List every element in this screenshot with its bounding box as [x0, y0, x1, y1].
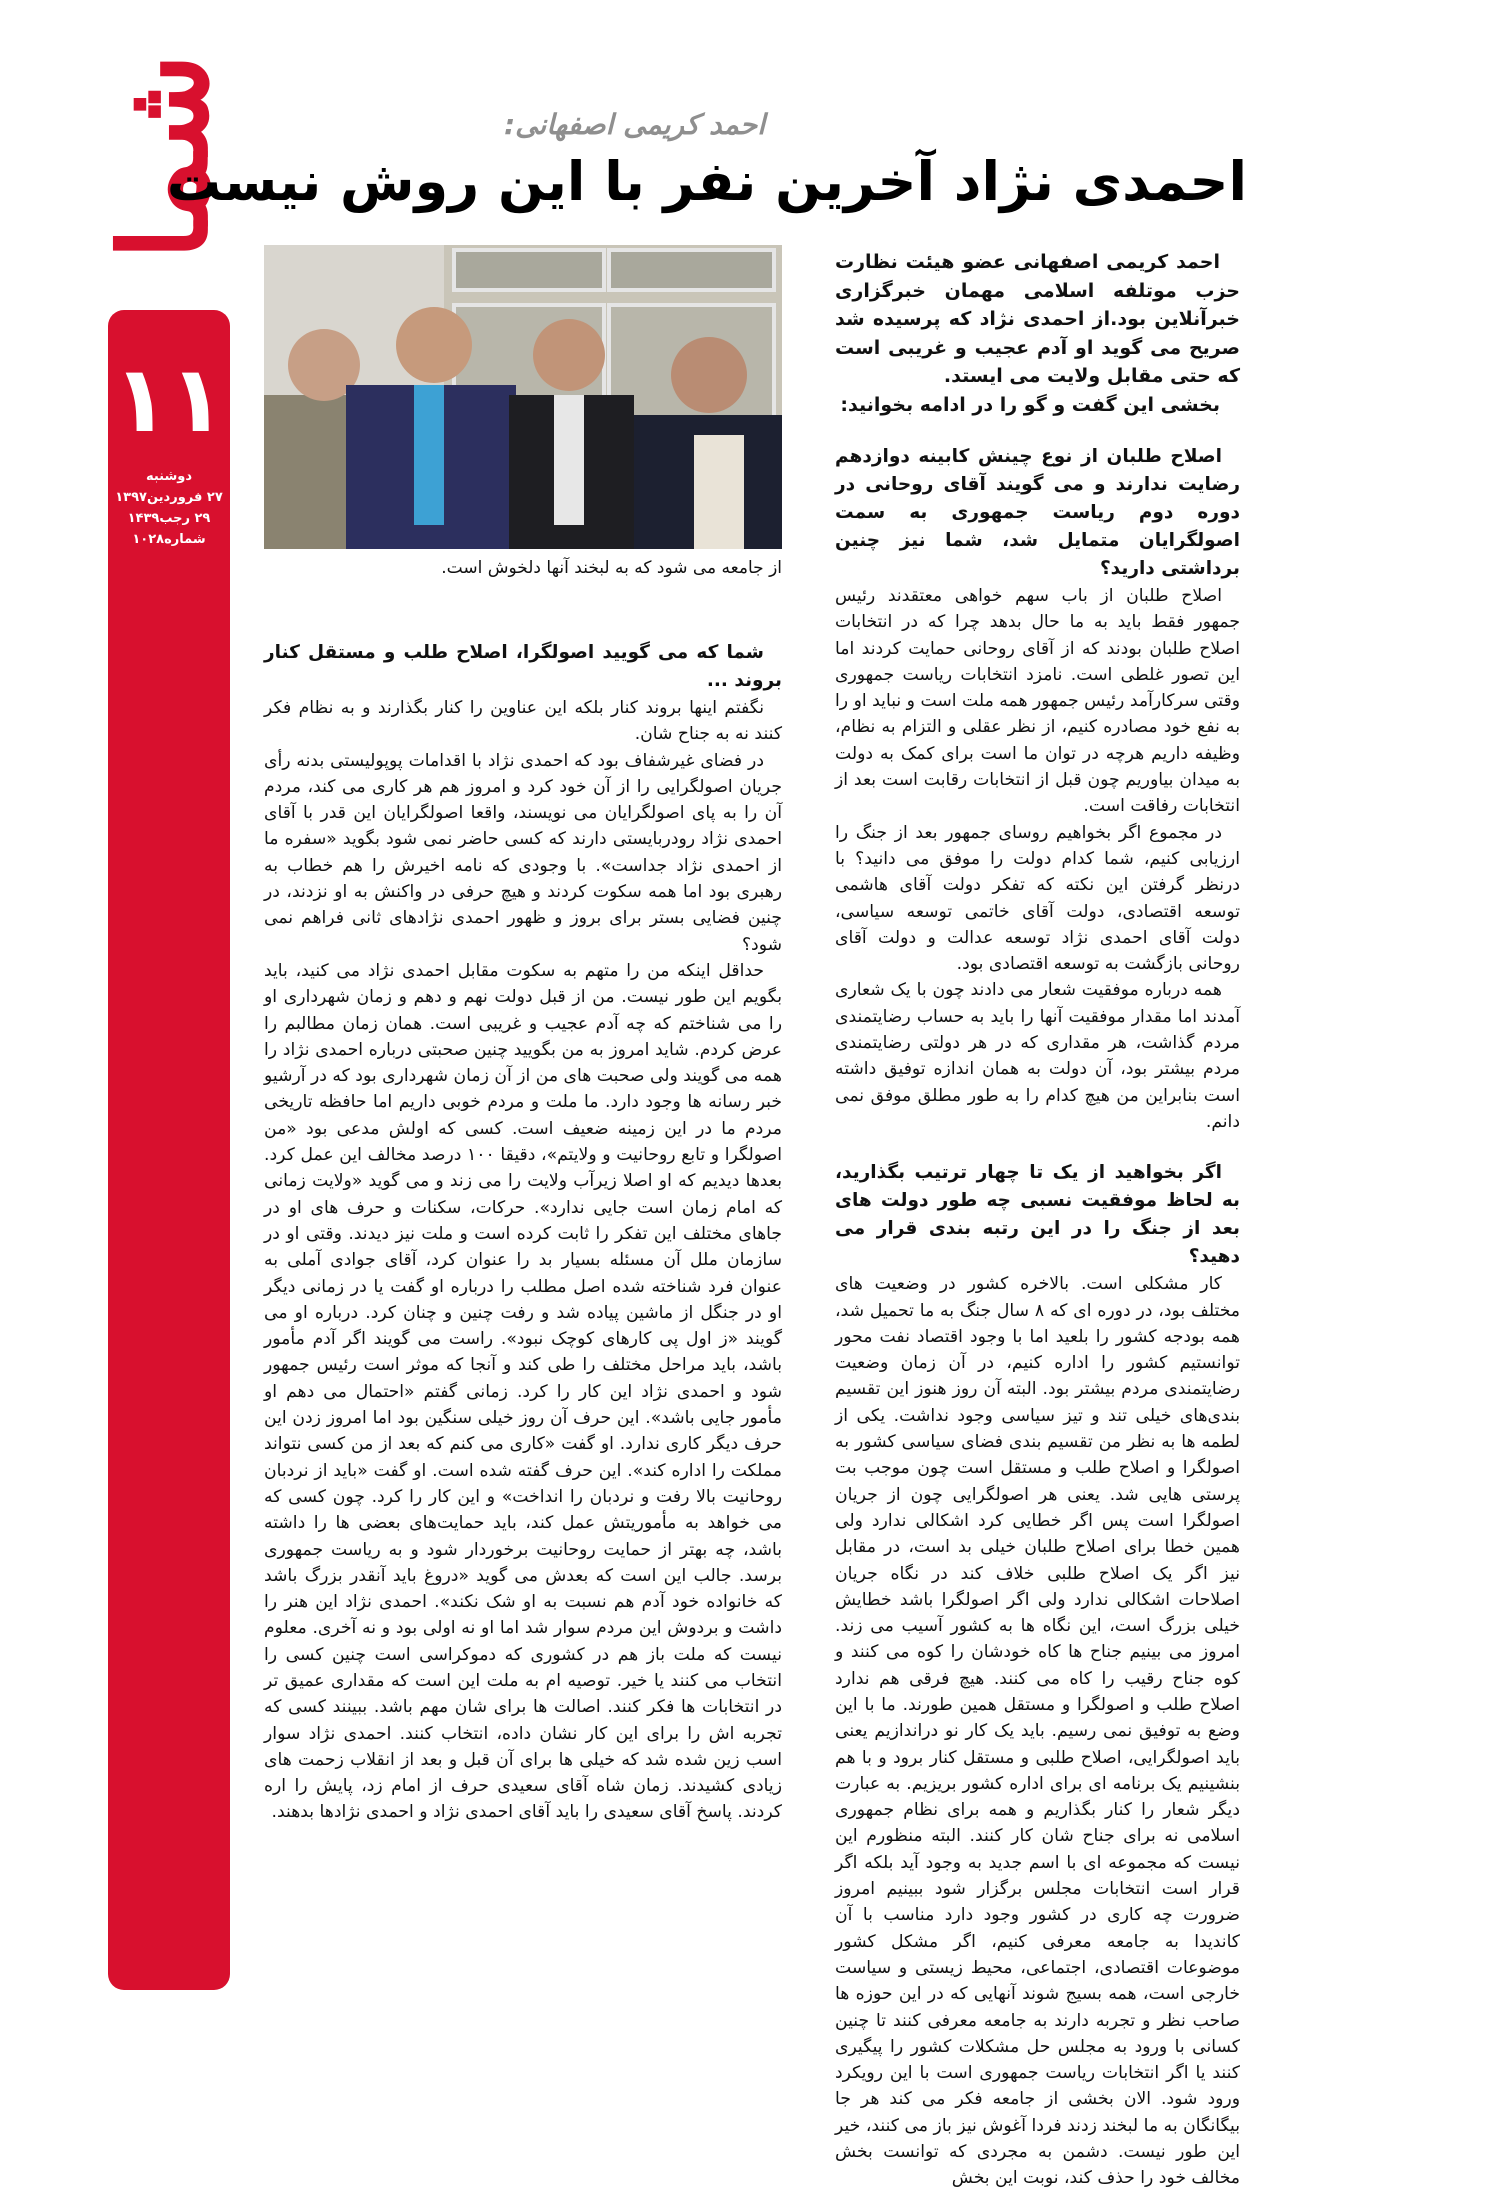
issue-meta [108, 466, 230, 550]
article-lead: احمد کریمی اصفهانی عضو هیئت نظارت حزب موتلفه اسلامی مهمان خبرگزاری خبرآنلاین بود.از احمدی نژاد که پرسیده شد صریح می گوید او آدم عجیب و غریبی است که حتی مقابل ولایت می ایستد. [835, 251, 1240, 387]
article-paragraph: در مجموع اگر بخواهیم روسای جمهور بعد از جنگ را ارزیابی کنیم، شما کدام دولت را موفق می دانید؟ با درنظر گرفتن این نکته که تفکر دولت آقای هاشمی توسعه اقتصادی، دولت آقای خاتمی توسعه سیاسی، دولت آقای احمدی نژاد توسعه عدالت و دولت آقای روحانی بازگشت به توسعه اقتصادی بود. [835, 822, 1240, 975]
lunar-date: ٢٩ رجب١۴٣٩ [127, 511, 211, 526]
article-kicker: احمد کریمی اصفهانی: [503, 108, 765, 141]
weekday: دوشنبه [145, 469, 193, 484]
newspaper-logo: شما [94, 53, 235, 260]
article-headline: احمدی نژاد آخرین نفر با این روش نیست [166, 150, 1247, 213]
article-paragraph: نگفتم اینها بروند کنار بلکه این عناوین را کنار بگذارند و به نظام فکر کنند نه به جناح شان. [264, 698, 782, 745]
article-paragraph: حداقل اینکه من را متهم به سکوت مقابل احمدی نژاد می کنید، باید بگویم این طور نیست. من از قبل دولت نهم و دهم و زمان شهرداری او را می شناختم که چه آدم عجیب و غریبی است. همان زمان مطالبم را عرض کردم. شاید امروز به من بگویید چنین صحبتی درباره احمدی نژاد را همه می گویند ولی صحبت های من از آن زمان شهرداری بود که در آرشیو خبر رسانه ها وجود دارد. ما ملت و مردم خوبی داریم اما حافظه تاریخی مردم ما در این زمینه ضعیف است. کسی که اولش مدعی بود «من اصولگرا و تابع روحانیت و ولایتم»، دقیقا ١٠٠ درصد مخالف این عمل کرد. بعدها دیدیم که او اصلا زیرآب ولایت را می زند و می گوید «ولایت زمانی که امام زمان است جایی ندارد». حرکات، سکنات و حرف های او در جاهای مختلف این تفکر را ثابت کرده است و ملت نیز دیدند. وقتی او در سازمان ملل آن مسئله بسیار بد را عنوان کرد، آقای جوادی آملی به عنوان فرد شناخته شده اصل مطلب را درباره او گفت یا در زمانی دیگر او در جنگل از ماشین پیاده شد و رفت چنین و چنان کرد. درباره او می گویند «ز اول پی کارهای کوچک نبود». راست می گویند اگر آدم مأمور باشد، باید مراحل مختلف را طی کند و آنجا که موثر است رئیس جمهور شود و احمدی نژاد این کار را کرد. زمانی گفتم «احتمال می دهم او مأمور جایی باشد». این حرف آن روز خیلی سنگین بود اما امروز زدن این حرف دیگر کاری ندارد. او گفت «کاری می کنم که بعد از من کسی نتواند مملکت را اداره کند». این حرف گفته شده است. او گفت «باید از نردبان روحانیت بالا رفت و نردبان را انداخت» و این کار را کرد. چون کسی که می خواهد به مأموریتش عمل کند، باید حمایت‌های بعضی ها را داشته باشد، چه بهتر از حمایت روحانیت برخوردار شود و به ریاست جمهوری برسد. جالب این است که بعدش می گوید «دروغ باید آنقدر بزرگ باشد که خانواده خود آدم هم نسبت به او شک نکند». احمدی نژاد این هنر را داشت و بردوش این مردم سوار شد اما او نه اولی بود و نه آخری. معلوم نیست که ملت باز هم در کشوری که دموکراسی است چنین کسی را انتخاب می کنند یا خیر. توصیه ام به ملت این است که مقداری عمیق تر در انتخابات ها فکر کنند. اصالت ها برای شان مهم باشد. ببینند کسی که تجربه اش را برای این کار نشان داده، انتخاب کنند. احمدی نژاد سوار اسب زین شده شد که خیلی ها برای آن قبل و بعد از انقلاب زحمت های زیادی کشیدند. زمان شاه آقای سعیدی حرف از امام زد، پایش را اره کردند. پاسخ آقای سعیدی را باید آقای احمدی نژاد و احمدی نژادها بدهند. [264, 960, 782, 1823]
article-paragraph: در فضای غیرشفاف بود که احمدی نژاد با اقدامات پوپولیستی بدنه رأی جریان اصولگرایی را از آن خود کرد و امروز هم هر کاری می کند، مردم آن را به پای اصولگرایان می نویسند، واقعا اصولگرایان این قدر با آقای احمدی نژاد رودربایستی دارند که کسی حاضر نمی شود بگوید «سفره ما از احمدی نژاد جداست». با وجودی که نامه اخیرش را هم خطاب به رهبری بود اما همه سکوت کردند و هیچ حرفی در واکنش به او نزدند، در چنین فضایی بستر برای بروز و ظهور احمدی نژادهای ثانی فراهم نمی شود؟ [264, 750, 782, 955]
article-paragraph: اصلاح طلبان از باب سهم خواهی معتقدند رئیس جمهور فقط باید به ما حال بدهد چرا که در انتخابات اصلاح طلبان بودند که از آقای روحانی حمایت کردند اما این تصور غلطی است. نامزد انتخابات ریاست جمهوری وقتی سرکارآمد رئیس جمهور همه ملت است و نباید او را به نفع خود مصادره کنیم، از نظر عقلی و التزام به نظام، وظیفه داریم هرچه در توان ما است برای کمک به دولت به میدان بیاوریم چون قبل از انتخابات رقابت است بعد از انتخابات رفاقت است. [835, 586, 1240, 817]
photo-illustration [264, 245, 782, 549]
article-paragraph: همه درباره موفقیت شعار می دادند چون با یک شعاری آمدند اما مقدار موفقیت آنها را باید به حساب رضایتمندی مردم گذاشت، هر مقداری که در هر دولتی رضایتمندی مردم بیشتر بود، آن دولت به همان اندازه توفیق داشته است بنابراین من هیچ کدام را به طور مطلق موفق نمی دانم. [835, 980, 1240, 1132]
interview-question: شما که می گویید اصولگرا، اصلاح طلب و مستقل کنار بروند ... [264, 642, 782, 691]
article-paragraph: کار مشکلی است. بالاخره کشور در وضعیت های مختلف بود، در دوره ای که ٨ سال جنگ به ما تحمیل شد، همه بودجه کشور را بلعید اما با وجود اقتصاد نفت محور توانستیم کشور را اداره کنیم، در آن زمان وضعیت رضایتمندی مردم بیشتر بود. البته آن روز هنوز این تقسیم بندی‌های خیلی تند و تیز سیاسی وجود نداشت. یکی از لطمه ها به نظر من تقسیم بندی فضای سیاسی کشور به اصولگرا و اصلاح طلب و مستقل است چون موجب بت پرستی هایی شد. یعنی هر اصولگرایی چون از جریان اصولگرا است پس اگر خطایی کرد اشکالی ندارد ولی همین خطا برای اصلاح طلبان خیلی بد است، در مقابل نیز اگر یک اصلاح طلبی خلاف کند در نگاه جریان اصلاحات اشکالی ندارد ولی اگر اصولگرا باشد خطایش خیلی بزرگ است، این نگاه ها به کشور آسیب می زند. امروز می بینیم جناح ها کاه خودشان را کوه می کنند و کوه جناح رقیب را کاه می کنند. هیچ فرقی هم ندارد اصلاح طلب و اصولگرا و مستقل همین طورند. ما با این وضع به توفیق نمی رسیم. باید یک کار نو دراندازیم یعنی باید اصولگرایی، اصلاح طلبی و مستقل کنار برود و با هم بنشینیم یک برنامه ای برای اداره کشور بریزیم. به عبارت دیگر شعار را کنار بگذاریم و همه برای نظام جمهوری اسلامی نه برای جناح شان کار کنند. البته منظورم این نیست که مجموعه ای با اسم جدید به وجود آید بلکه اگر قرار است انتخابات مجلس برگزار شود ببینیم امروز ضرورت چه کاری در کشور وجود دارد مناسب با آن کاندیدا به جامعه معرفی کنیم، اگر مشکل کشور موضوعات اقتصادی، اجتماعی، محیط زیستی و سیاست خارجی است، همه بسیج شوند آنهایی که در این حوزه ها صاحب نظر و تجربه دارند به جامعه معرفی کنند تا چنین کسانی با ورود به مجلس حل مشکلات کشور را پیگیری کنند یا اگر انتخابات ریاست جمهوری است با این رویکرد ورود شود. الان بخشی از جامعه فکر می کند هر جا بیگانگان به ما لبخند زدند فردا آغوش نیز باز می کنند، خیر این طور نیست. دشمن به مجردی که توانست بخش مخالف خود را حذف کند، نوبت این بخش [835, 1274, 1240, 2189]
article-column-left [264, 615, 782, 1826]
page-info-strip [108, 310, 230, 1990]
article-photo [264, 245, 782, 549]
page-number: ١١ [112, 346, 226, 453]
solar-date: ٢٧ فروردین١٣٩٧ [115, 490, 223, 505]
article-lead: بخشی این گفت و گو را در ادامه بخوانید: [840, 393, 1220, 416]
issue-number: شماره١٠٢٨ [132, 532, 206, 547]
interview-question: اگر بخواهید از یک تا چهار ترتیب بگذارید، به لحاظ موفقیت نسبی چه طور دولت های بعد از جنگ را در این رتبه بندی قرار می دهید؟ [835, 1162, 1240, 1268]
article-column-right [835, 248, 1240, 2192]
interview-question: اصلاح طلبان از نوع چینش کابینه دوازدهم رضایت ندارند و می گویند آقای روحانی در دوره دوم ریاست جمهوری به سمت اصولگرایان متمایل شد، شما نیز چنین برداشتی دارید؟ [835, 446, 1240, 579]
photo-caption: از جامعه می شود که به لبخند آنها دلخوش است. [441, 558, 782, 578]
